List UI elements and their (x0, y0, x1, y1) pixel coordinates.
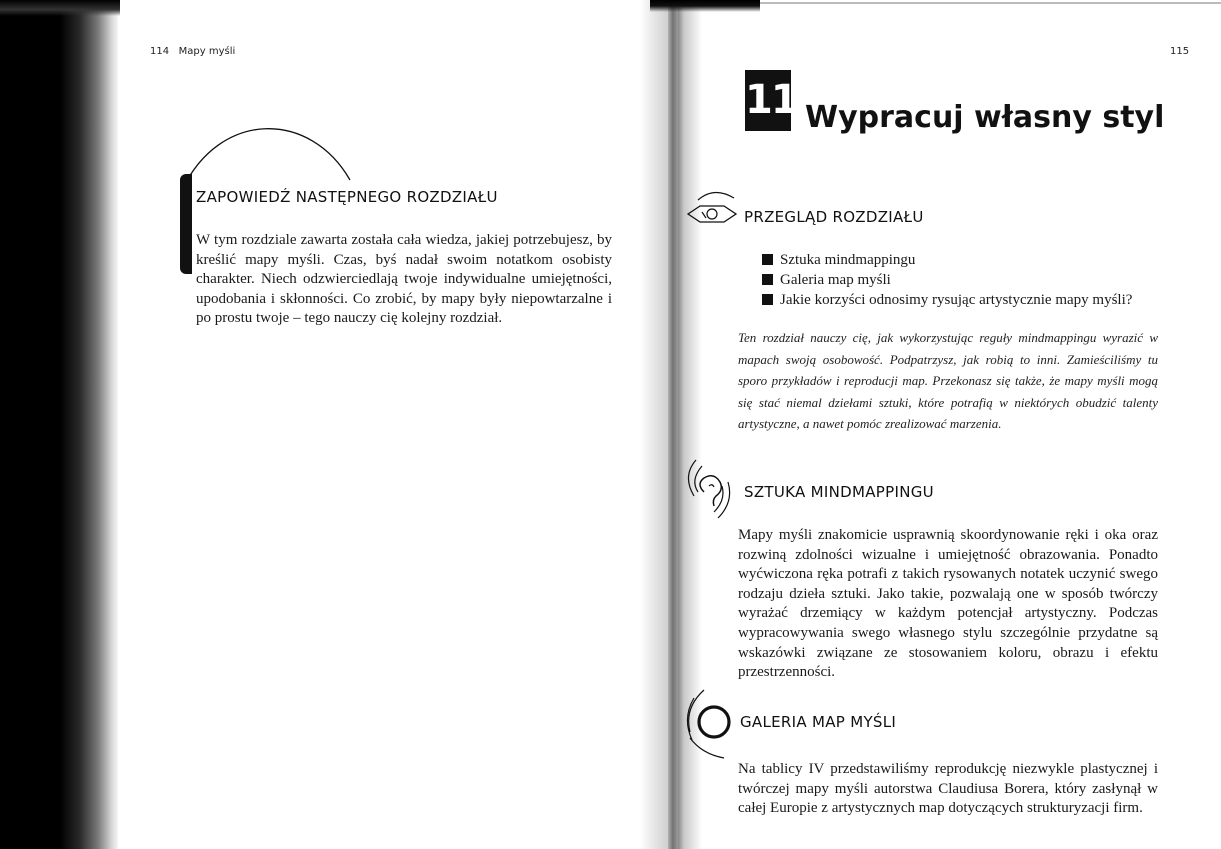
overview-item: Galeria map myśli (762, 270, 1132, 290)
book-gutter-fold (668, 0, 678, 849)
eye-icon (684, 188, 738, 230)
top-edge-line (760, 2, 1221, 4)
scan-shadow-top-gutter (650, 0, 760, 12)
ear-icon (682, 456, 738, 526)
scan-shadow-top-left (0, 0, 120, 16)
section-gallery-body: Na tablicy IV przedstawiliśmy reprodukcję niezwykle plastycznej i twórczej mapy myśli autorstwa Claudiusa Borera, który zasłynął w całej Europie z artystycznych map dotyczących strukturyzacji firm. (738, 761, 1158, 817)
left-page-number: 114 (150, 46, 170, 57)
chapter-number: 11 (745, 70, 791, 131)
bullet-square-icon (762, 274, 773, 285)
preview-body: W tym rozdziale zawarta została cała wiedza, jakiej potrzebujesz, by kreślić mapy myśli. Czas, byś nadał swoim notatkom osobisty charakter. Niech odzwierciedlają twoje indywidualne umiejętności, upodobania i skłonności. Co zrobić, by mapy były niepowtarzalne i po prostu twoje – tego nauczy cię kolejny rozdział. (196, 232, 612, 327)
chapter-intro: Ten rozdział nauczy cię, jak wykorzystując reguły mindmappingu wyrazić w mapach swoją osobowość. Podpatrzysz, jak robią to inni. Zamieściliśmy tu sporo przykładów i reproducji map. Przekonasz się także, że mapy myśli mogą się stać niemal dziełami sztuki, które potrafią w niektórych obudzić talenty artystyczne, a nawet pomóc zrealizować marzenia. (738, 330, 1158, 432)
preview-accent-bar (180, 174, 192, 274)
scan-shadow-left (0, 0, 118, 849)
left-running-title: Mapy myśli (178, 46, 236, 57)
overview-heading: PRZEGLĄD ROZDZIAŁU (744, 208, 924, 226)
bullet-square-icon (762, 294, 773, 305)
section-mindmapping-body: Mapy myśli znakomicie usprawnią skoordynowanie ręki i oka oraz rozwiną zdolności wizualne i umiejętność obrazowania. Ponadto wyćwiczona ręka potrafi z takich rysowanych notatek uczynić swego rodzaju dzieła sztuki. Jako takie, pozwalają one w sposób twórczy wyrażać drzemiący w każdym potencjał artystyczny. Podczas wypracowywania swego własnego stylu szczególnie przydatne są wskazówki związane ze stosowaniem koloru, obrazu i efektu przestrzenności. (738, 527, 1158, 681)
section-mindmapping-heading: SZTUKA MINDMAPPINGU (744, 483, 934, 501)
bullet-square-icon (762, 254, 773, 265)
section-gallery-heading: GALERIA MAP MYŚLI (740, 713, 897, 731)
circle-icon (684, 688, 736, 760)
overview-item: Jakie korzyści odnosimy rysując artystycznie mapy myśli? (762, 290, 1132, 310)
chapter-title: Wypracuj własny styl (805, 100, 1165, 135)
right-page-number: 115 (1170, 46, 1190, 57)
overview-item: Sztuka mindmappingu (762, 250, 1132, 270)
preview-heading: ZAPOWIEDŹ NASTĘPNEGO ROZDZIAŁU (196, 188, 498, 206)
overview-list (762, 250, 1132, 310)
left-folio (150, 46, 235, 57)
